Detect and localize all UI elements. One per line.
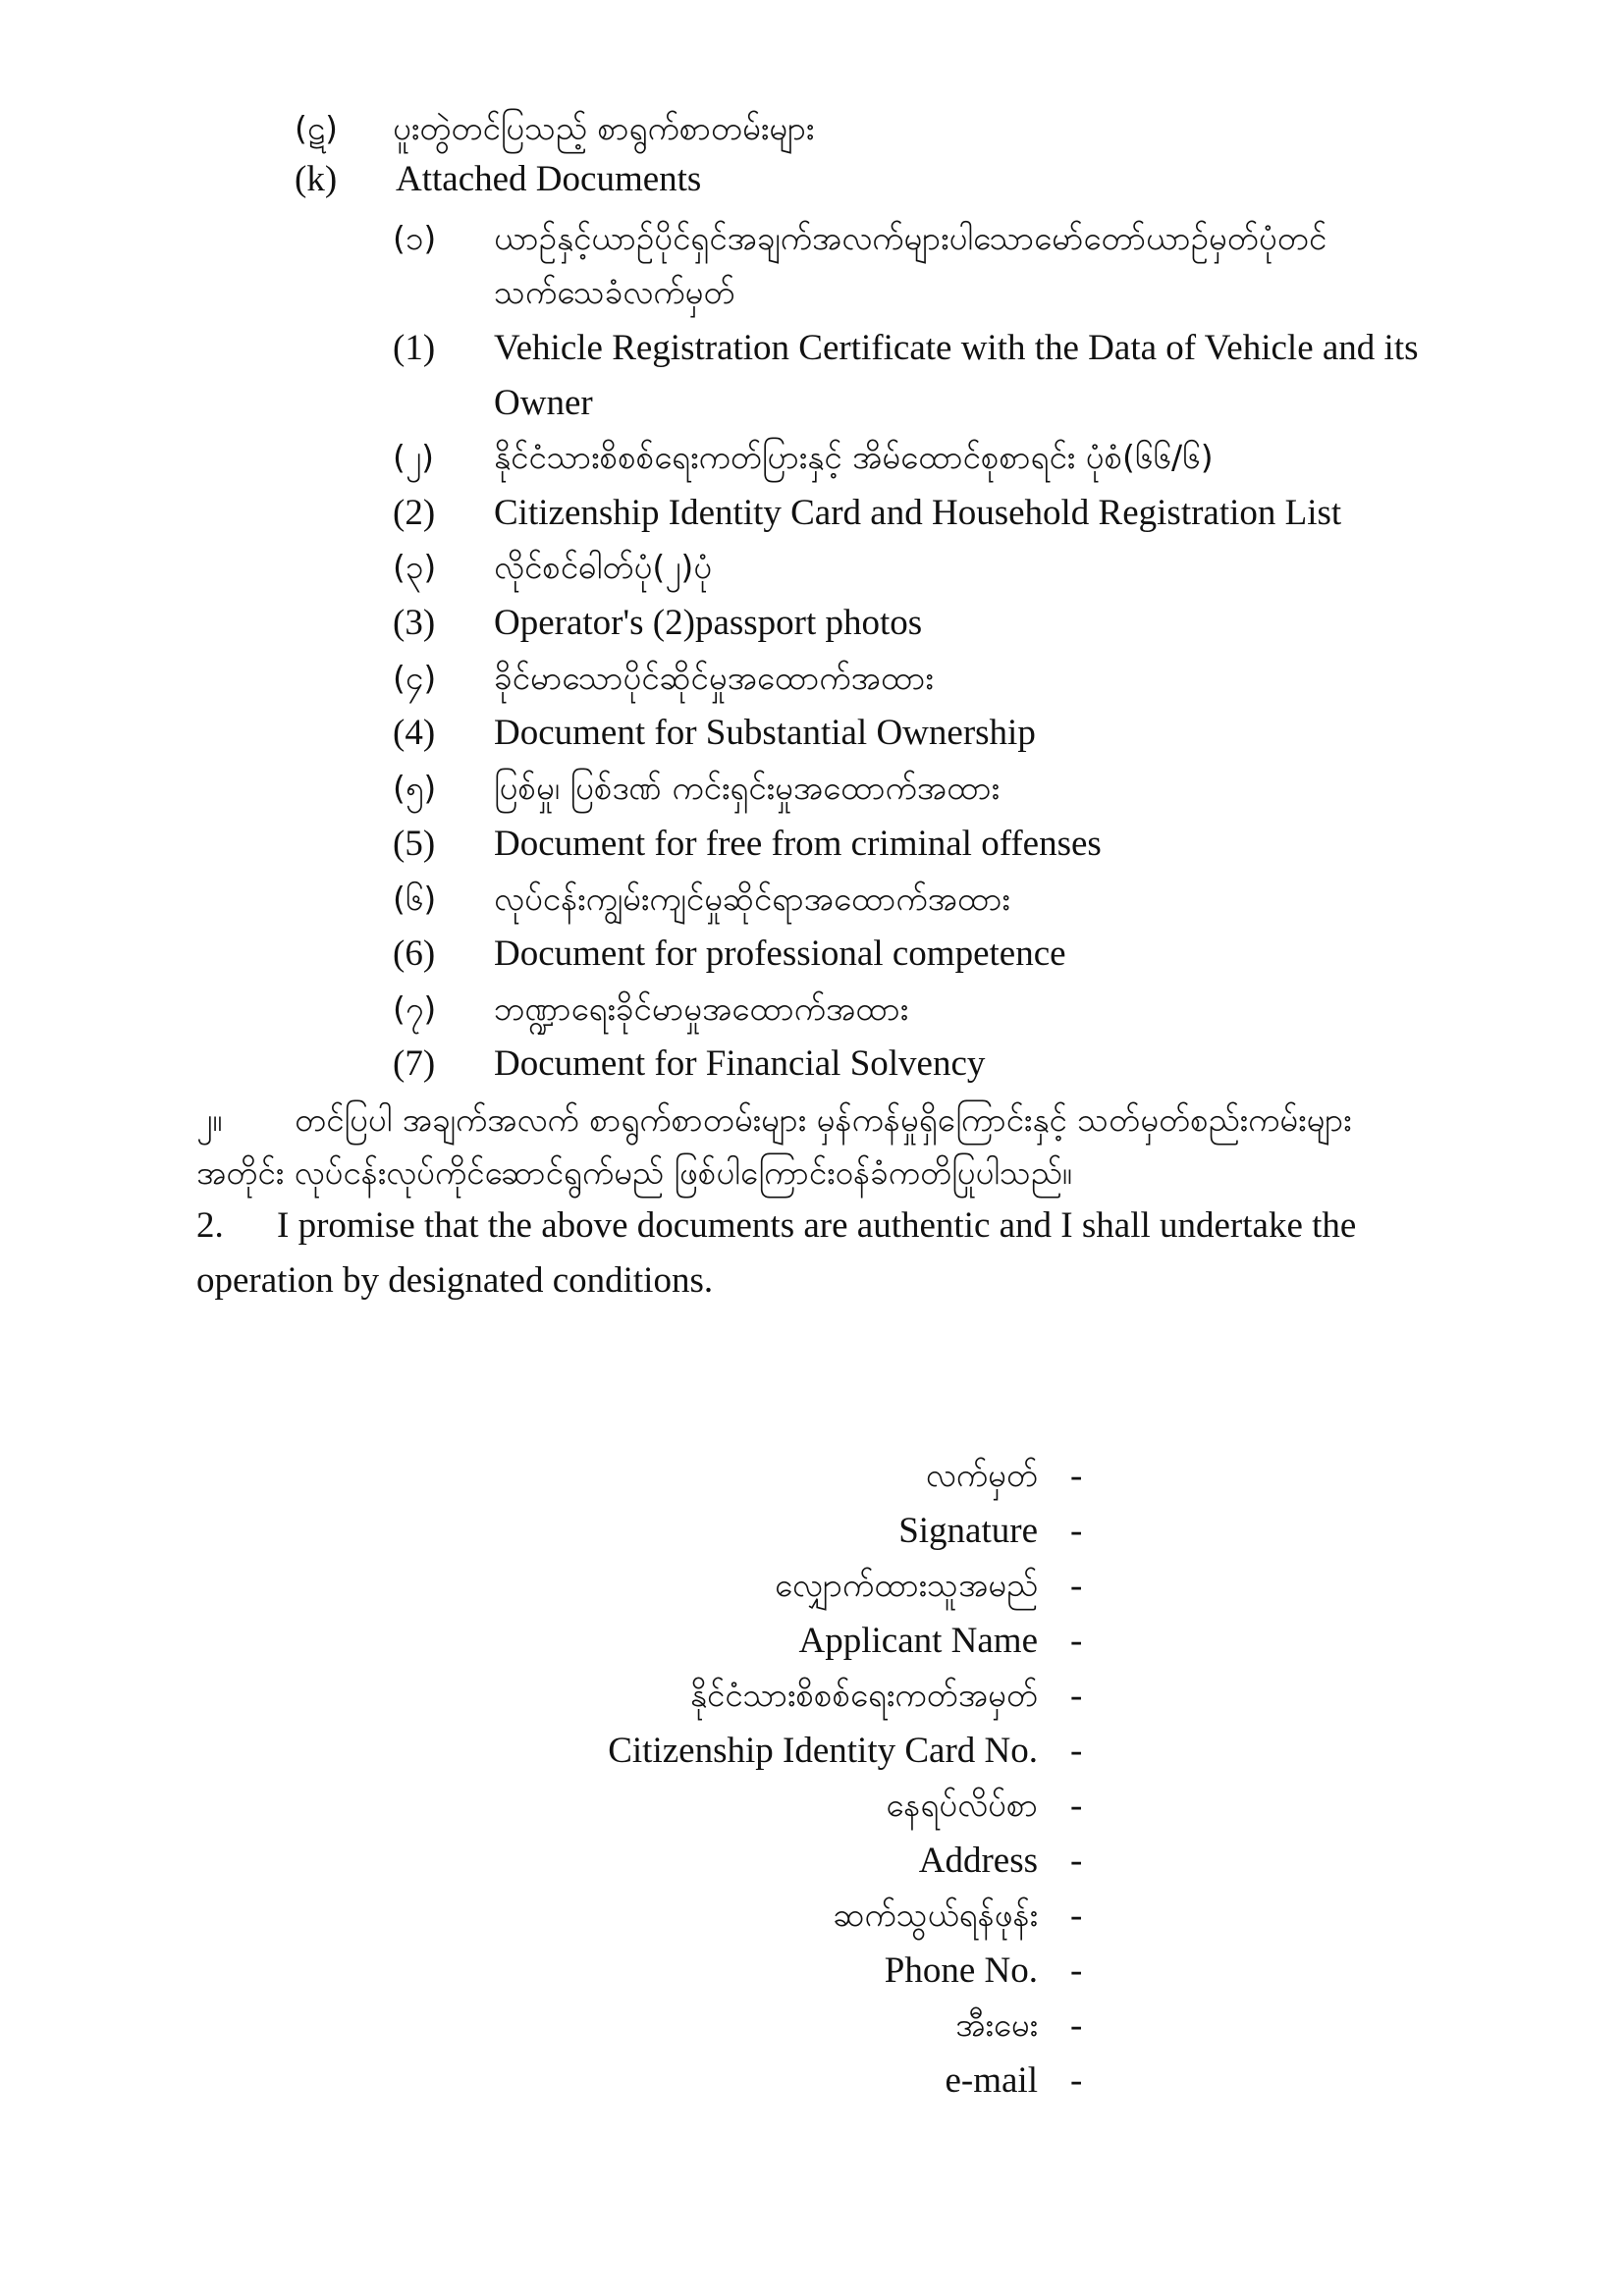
sig-dash: - (1070, 2060, 1083, 2101)
item-number: (၂) (393, 438, 434, 476)
sig-row-email-en (0, 2059, 1624, 2109)
item-text: ပြစ်မှု၊ ပြစ်ဒဏ် ကင်းရှင်းမှုအထောက်အထား (494, 769, 1000, 807)
sig-dash: - (1070, 1566, 1083, 1606)
item-text: နိုင်ငံသားစိစစ်ရေးကတ်ပြားနှင့် အိမ်ထောင်စုစာရင်း ပုံစံ(၆၆/၆) (494, 438, 1214, 476)
para-text: I promise that the above documents are authentic and I shall undertake the (277, 1205, 1357, 1246)
item-text: Owner (494, 383, 593, 423)
item-number: (၇) (393, 989, 437, 1028)
item-number: (၃) (393, 548, 437, 586)
sig-row-signature-my (0, 1455, 1624, 1504)
item-number: (2) (393, 493, 436, 533)
sig-row-name-en (0, 1620, 1624, 1669)
sig-dash: - (1070, 2005, 1083, 2046)
para2-my-line2 (196, 1150, 1072, 1196)
item-number: (၅) (393, 769, 437, 807)
item-number: (3) (393, 603, 436, 643)
sig-label: Applicant Name (798, 1621, 1038, 1661)
item-text: ခိုင်မာသောပိုင်ဆိုင်မှုအထောက်အထား (494, 659, 934, 697)
sig-label: နေရပ်လိပ်စာ (886, 1786, 1038, 1824)
sig-dash: - (1070, 1456, 1083, 1496)
item-text: Vehicle Registration Certificate with the Data of Vehicle and its (494, 328, 1419, 368)
sig-row-signature-en (0, 1510, 1624, 1559)
item-text: Document for Substantial Ownership (494, 713, 1036, 753)
sig-label: Address (918, 1841, 1038, 1881)
sig-dash: - (1070, 1621, 1083, 1661)
item-number: (7) (393, 1043, 436, 1084)
sig-row-name-my (0, 1565, 1624, 1614)
sig-label: ဆက်သွယ်ရန်ဖုန်း (833, 1896, 1038, 1934)
sig-dash: - (1070, 1841, 1083, 1881)
sig-label: အီးမေး (955, 2005, 1038, 2044)
para2-en-line2 (196, 1258, 713, 1304)
sig-row-address-my (0, 1785, 1624, 1834)
item-text: ယာဉ်နှင့်ယာဉ်ပိုင်ရှင်အချက်အလက်များပါသောမော်တော်ယာဉ်မှတ်ပုံတင် (494, 219, 1327, 257)
item-text: လုပ်ငန်းကျွမ်းကျင်မှုဆိုင်ရာအထောက်အထား (494, 880, 1010, 918)
item-number: (၄) (393, 659, 437, 697)
para-text: တင်ပြပါ အချက်အလက် စာရွက်စာတမ်းများ မှန်ကန်မှုရှိကြောင်းနှင့် သတ်မှတ်စည်းကမ်းများ (295, 1100, 1352, 1139)
item-text: ဘဏ္ဍာရေးခိုင်မာမှုအထောက်အထား (494, 989, 909, 1028)
sig-row-idcard-en (0, 1730, 1624, 1779)
item-number: (6) (393, 934, 436, 974)
section-marker-my: (ဋ) (295, 109, 339, 147)
item-text: သက်သေခံလက်မှတ် (494, 273, 735, 311)
item-text: Citizenship Identity Card and Household Registration List (494, 493, 1342, 533)
item-number: (1) (393, 328, 436, 368)
section-marker-en: (k) (295, 159, 338, 199)
item-text: Document for free from criminal offenses (494, 824, 1102, 864)
para-text: အတိုင်း လုပ်ငန်းလုပ်ကိုင်ဆောင်ရွက်မည် ဖြစ်ပါကြောင်းဝန်ခံကတိပြုပါသည်။ (196, 1153, 1072, 1192)
sig-row-phone-my (0, 1895, 1624, 1944)
sig-row-address-en (0, 1840, 1624, 1889)
item-number: (5) (393, 824, 436, 864)
sig-label: Signature (898, 1511, 1038, 1551)
item-text: Operator's (2)passport photos (494, 603, 923, 643)
sig-dash: - (1070, 1731, 1083, 1771)
sig-label: Phone No. (884, 1950, 1038, 1991)
sig-dash: - (1070, 1896, 1083, 1936)
section-title-my: ပူးတွဲတင်ပြသည့် စာရွက်စာတမ်းများ (393, 109, 815, 147)
sig-row-idcard-my (0, 1675, 1624, 1724)
item-text: Document for professional competence (494, 934, 1066, 974)
sig-label: e-mail (945, 2060, 1038, 2101)
item-1-en-cont (494, 381, 593, 426)
sig-row-phone-en (0, 1949, 1624, 1999)
sig-label: လျှောက်ထားသူအမည် (774, 1566, 1038, 1604)
item-number: (၁) (393, 219, 437, 257)
sig-dash: - (1070, 1511, 1083, 1551)
item-text: လိုင်စင်ဓါတ်ပုံ(၂)ပုံ (494, 548, 713, 586)
sig-label: Citizenship Identity Card No. (608, 1731, 1038, 1771)
item-number: (4) (393, 713, 436, 753)
sig-dash: - (1070, 1786, 1083, 1826)
item-number: (၆) (393, 880, 437, 918)
sig-dash: - (1070, 1676, 1083, 1716)
para-number: ၂။ (196, 1100, 223, 1139)
sig-row-email-my (0, 2004, 1624, 2054)
item-1-my-cont (494, 270, 735, 315)
para-number: 2. (196, 1205, 224, 1246)
item-text: Document for Financial Solvency (494, 1043, 986, 1084)
sig-label: လက်မှတ် (925, 1456, 1038, 1494)
sig-label: နိုင်ငံသားစိစစ်ရေးကတ်အမှတ် (689, 1676, 1038, 1714)
sig-dash: - (1070, 1950, 1083, 1991)
section-title-en: Attached Documents (396, 159, 702, 199)
para-text: operation by designated conditions. (196, 1260, 714, 1301)
